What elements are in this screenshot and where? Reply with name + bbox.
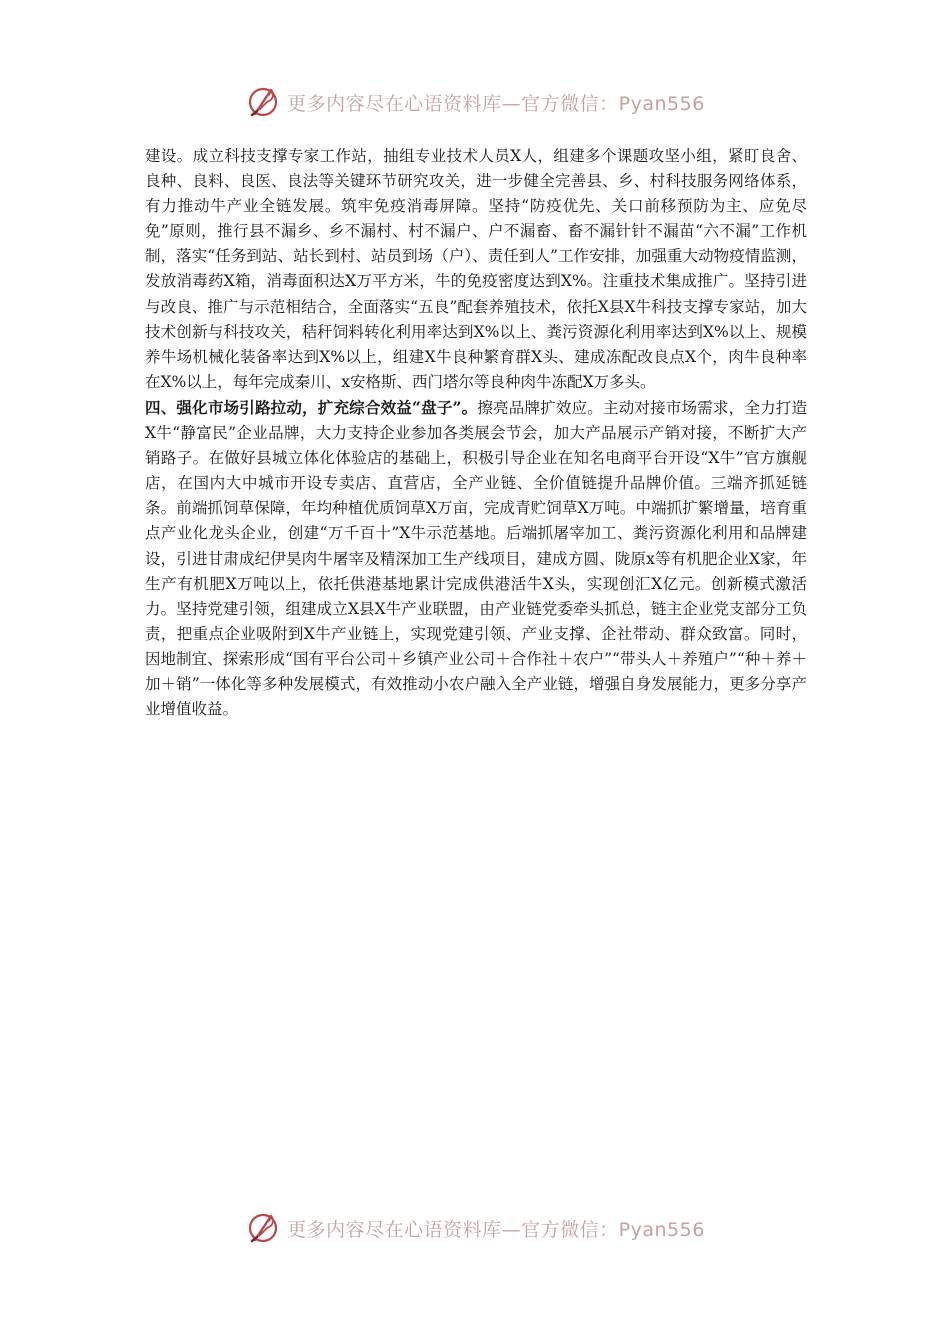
document-body (145, 144, 807, 722)
watermark-text: 更多内容尽在心语资料库—官方微信：Pyan556 (287, 92, 705, 115)
section-text: 擦亮品牌扩效应。主动对接市场需求，全力打造X牛“静富民”企业品牌，大力支持企业参加各类展会节会，加大产品展示产销对接，不断扩大产销路子。在做好县城立体化体验店的基础上，积极引导企业在知名电商平台开设“X牛”官方旗舰店，在国内大中城市开设专卖店、直营店，全产业链、全价值链提升品牌价值。三端齐抓延链条。前端抓饲草保障，年均种植优质饲草X万亩，完成青贮饲草X万吨。中端抓扩繁增量，培育重点产业化龙头企业，创建“万千百十”X牛示范基地。后端抓屠宰加工、粪污资源化利用和品牌建设，引进甘肃成纪伊昊肉牛屠宰及精深加工生产线项目，建成方圆、陇原x等有机肥企业X家，年生产有机肥X万吨以上，依托供港基地累计完成供港活牛X头，实现创汇X亿元。创新模式激活力。坚持党建引领，组建成立X县X牛产业联盟，由产业链党委牵头抓总，链主企业党支部分工负责，把重点企业吸附到X牛产业链上，实现党建引领、产业支撑、企社带动、群众致富。同时，因地制宜、探索形成“国有平台公司＋乡镇产业公司＋合作社＋农户”“带头人＋养殖户”“种＋养＋加＋销”一体化等多种发展模式，有效推动小农户融入全产业链，增强自身发展能力，更多分享产业增值收益。 (145, 398, 807, 719)
watermark-text: 更多内容尽在心语资料库—官方微信：Pyan556 (287, 1218, 705, 1241)
section-paragraph (145, 395, 807, 722)
header-watermark (0, 82, 950, 122)
section-heading: 四、强化市场引路拉动，扩充综合效益“盘子”。 (145, 397, 478, 417)
quill-pen-logo-icon (245, 1210, 281, 1246)
body-paragraph: 建设。成立科技支撑专家工作站，抽组专业技术人员X人，组建多个课题攻坚小组，紧盯良舍、良种、良料、良医、良法等关键环节研究攻关，进一步健全完善县、乡、村科技服务网络体系，有力推动牛产业全链发展。筑牢免疫消毒屏障。坚持“防疫优先、关口前移预防为主、应免尽免”原则，推行县不漏乡、乡不漏村、村不漏户、户不漏畜、畜不漏针针不漏苗“六不漏”工作机制，落实“任务到站、站长到村、站员到场（户）、责任到人”工作安排，加强重大动物疫情监测，发放消毒药X箱，消毒面积达X万平方米，牛的免疫密度达到X%。注重技术集成推广。坚持引进与改良、推广与示范相结合，全面落实“五良”配套养殖技术，依托X县X牛科技支撑专家站，加大技术创新与科技攻关，秸秆饲料转化利用率达到X%以上、粪污资源化利用率达到X%以上、规模养牛场机械化装备率达到X%以上，组建X牛良种繁育群X头、建成冻配改良点X个，肉牛良种率在X%以上，每年完成秦川、x安格斯、西门塔尔等良种肉牛冻配X万多头。 (145, 147, 807, 391)
quill-pen-logo-icon (245, 84, 281, 120)
footer-watermark (0, 1208, 950, 1248)
